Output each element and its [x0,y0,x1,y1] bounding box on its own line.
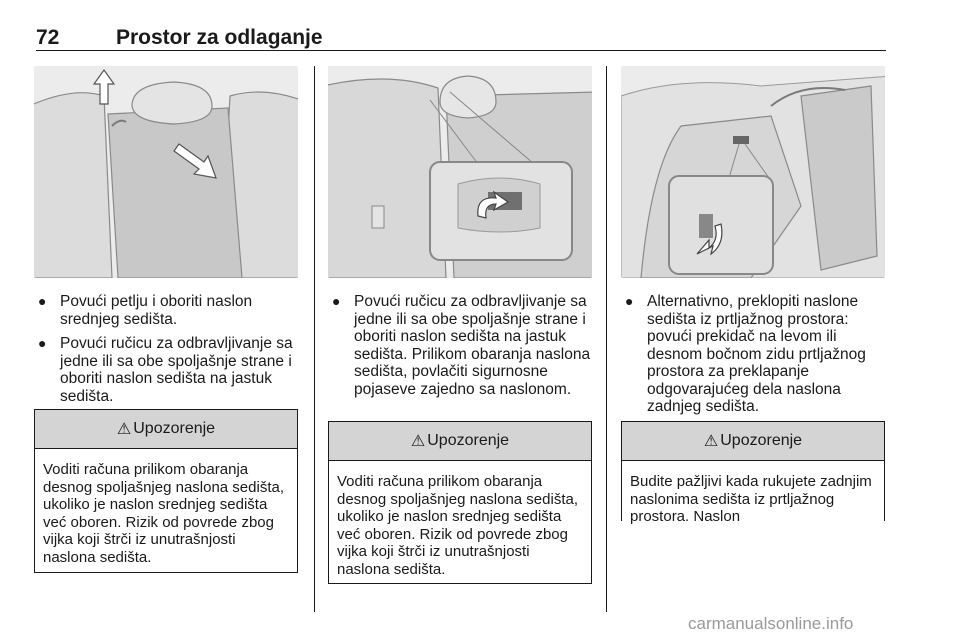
warning-text: Voditi računa prilikom obaranja desnog spoljašnjeg naslona sedišta, ukoliko je naslon srednjeg sedišta već oboren. Rizik od povrede zbog vijka koji štrči iz unutrašnjosti naslona sedišta. [43,461,285,566]
instruction-list [34,293,300,412]
warning-triangle-icon: ⚠ [410,433,426,450]
warning-text: Budite pažljivi kada rukujete zadnjim naslonima sedišta iz prtljažnog prostora. Naslon [630,473,872,525]
bullet-icon: ● [625,293,634,309]
section-title: Prostor za odlaganje [116,26,323,49]
column-divider [606,66,607,612]
instruction-list [328,293,592,405]
seatback-release-handle-illustration [328,66,592,278]
warning-header [329,422,591,461]
warning-header [35,410,297,449]
page-header [36,24,886,54]
warning-box [621,421,885,525]
list-item: ● Povući ručicu za odbravljivanje sa jedne ili sa obe spoljašnje strane i oboriti naslon sedišta na jastuk sedišta. [38,335,293,405]
header-rule [36,50,886,51]
instruction-list [621,293,885,423]
warning-triangle-icon: ⚠ [116,421,132,438]
list-item: ● Povući ručicu za odbravljivanje sa jedne ili sa obe spoljašnje strane i oboriti naslon sedišta na jastuk sedišta. Prilikom obaranja naslona sedišta, povlačiti sigurnosne pojaseve zajedno sa naslonom. [332,293,591,398]
watermark: carmanualsonline.info [688,614,854,633]
warning-title: Upozorenje [720,432,803,449]
list-item: ● Povući petlju i oboriti naslon srednjeg sedišta. [38,293,253,328]
bullet-icon: ● [38,293,47,309]
warning-title: Upozorenje [427,432,510,449]
bullet-icon: ● [332,293,341,309]
warning-box [34,409,298,573]
warning-text: Voditi računa prilikom obaranja desnog spoljašnjeg naslona sedišta, ukoliko je naslon srednjeg sedišta već oboren. Rizik od povrede zbog vijka koji štrči iz unutrašnjosti naslona sedišta. [337,473,579,578]
list-item: ● Alternativno, preklopiti naslone sedišta iz prtljažnog prostora: povući prekidač na levom ili desnom bočnom zidu prtljažnog prostora za preklapanje odgovarajućeg dela naslona zadnjeg sedišta. [625,293,866,415]
rear-seat-loop-release-illustration [34,66,298,278]
warning-header [622,422,884,461]
bullet-icon: ● [38,335,47,351]
column-divider [314,66,315,612]
warning-box [328,421,592,584]
warning-title: Upozorenje [133,420,216,437]
trunk-side-wall-switch-illustration [621,66,885,278]
page-number: 72 [36,26,60,49]
warning-triangle-icon: ⚠ [703,433,719,450]
